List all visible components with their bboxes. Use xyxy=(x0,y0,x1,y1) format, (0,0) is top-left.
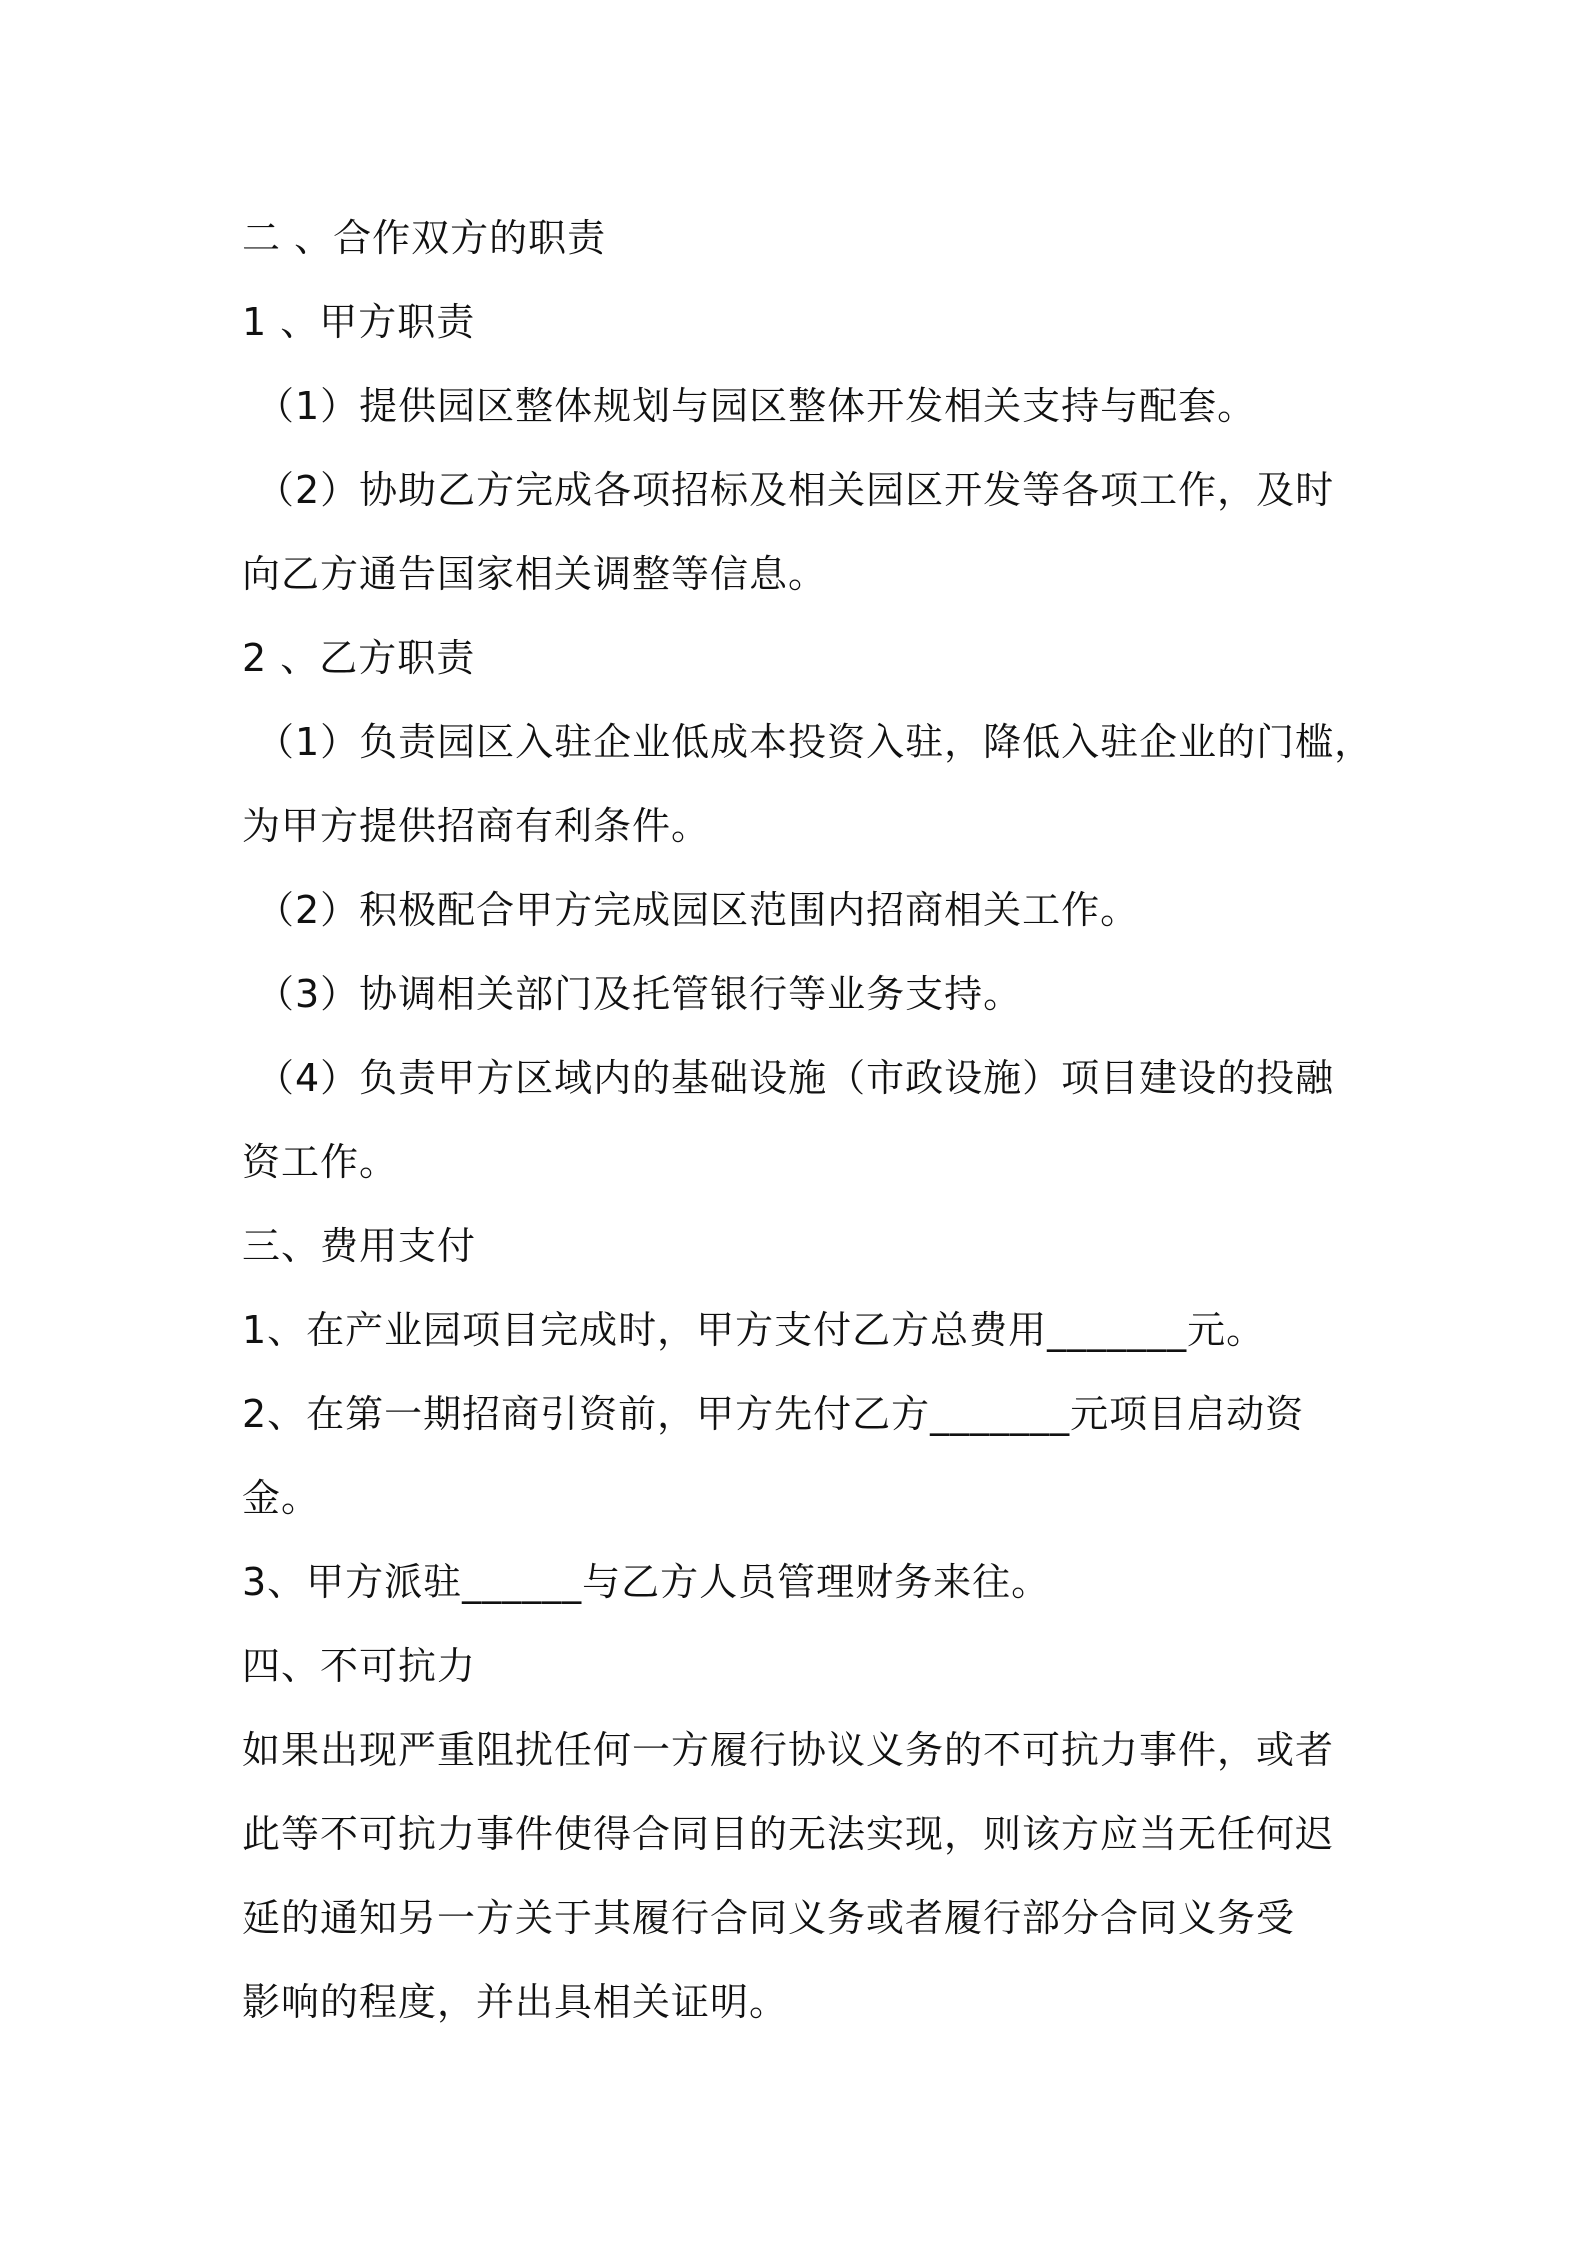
force-majeure-line-1: 如果出现严重阻扰任何一方履行协议义务的不可抗力事件，或者 xyxy=(242,1728,1335,1772)
party-b-duty-4-line-1: （4）负责甲方区域内的基础设施（市政设施）项目建设的投融 xyxy=(256,1056,1335,1100)
section-heading-responsibilities: 二 、合作双方的职责 xyxy=(242,216,607,260)
party-b-duty-1-line-1: （1）负责园区入驻企业低成本投资入驻，降低入驻企业的门槛， xyxy=(256,720,1374,764)
section-heading-force-majeure: 四、不可抗力 xyxy=(242,1644,477,1688)
subheading-party-b-duties: 2 、乙方职责 xyxy=(242,636,476,680)
party-b-duty-1-line-2: 为甲方提供招商有利条件。 xyxy=(242,804,711,848)
force-majeure-line-2: 此等不可抗力事件使得合同目的无法实现，则该方应当无任何迟 xyxy=(242,1812,1335,1856)
party-a-duty-1: （1）提供园区整体规划与园区整体开发相关支持与配套。 xyxy=(256,384,1257,428)
force-majeure-line-4: 影响的程度，并出具相关证明。 xyxy=(242,1980,789,2024)
payment-clause-2-line-1: 2、在第一期招商引资前，甲方先付乙方_______元项目启动资 xyxy=(242,1392,1305,1436)
party-b-duty-4-line-2: 资工作。 xyxy=(242,1140,399,1184)
payment-clause-3: 3、甲方派驻______与乙方人员管理财务来往。 xyxy=(242,1560,1051,1604)
party-b-duty-3: （3）协调相关部门及托管银行等业务支持。 xyxy=(256,972,1023,1016)
party-b-duty-2: （2）积极配合甲方完成园区范围内招商相关工作。 xyxy=(256,888,1140,932)
party-a-duty-2-line-2: 向乙方通告国家相关调整等信息。 xyxy=(242,552,828,596)
payment-clause-2-line-2: 金。 xyxy=(242,1476,321,1520)
payment-clause-1: 1、在产业园项目完成时，甲方支付乙方总费用_______元。 xyxy=(242,1308,1266,1352)
force-majeure-line-3: 延的通知另一方关于其履行合同义务或者履行部分合同义务受 xyxy=(242,1896,1296,1940)
document-body xyxy=(242,196,1374,2044)
section-heading-payment: 三、费用支付 xyxy=(242,1224,477,1268)
subheading-party-a-duties: 1 、甲方职责 xyxy=(242,300,476,344)
party-a-duty-2-line-1: （2）协助乙方完成各项招标及相关园区开发等各项工作，及时 xyxy=(256,468,1335,512)
